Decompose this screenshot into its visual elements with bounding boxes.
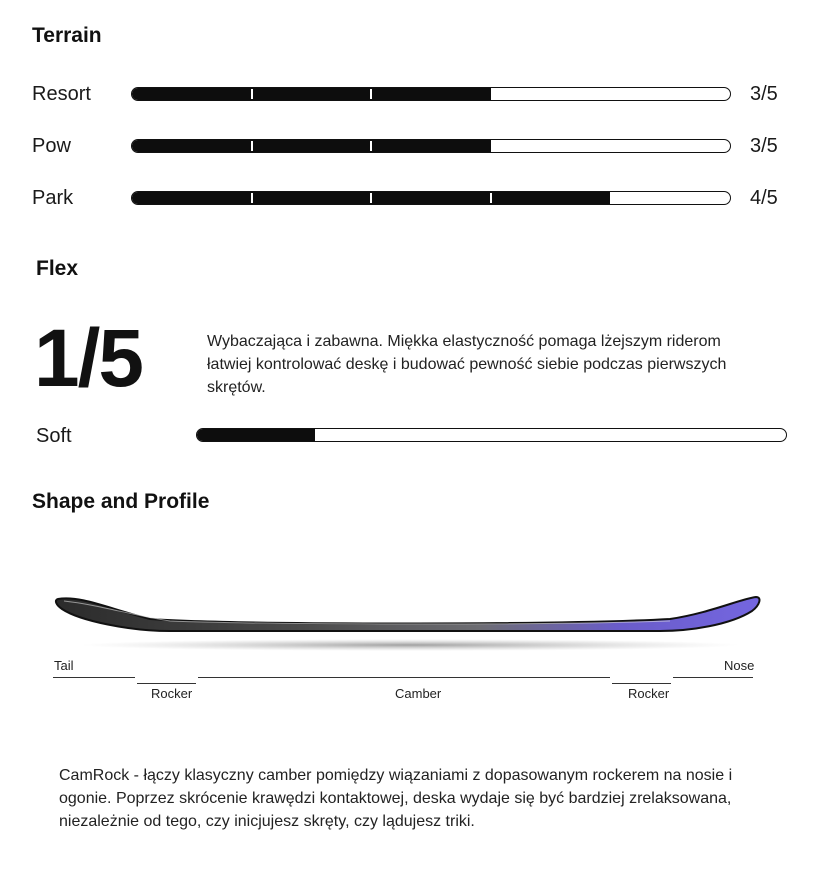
terrain-score: 4/5 (750, 187, 778, 209)
terrain-label: Park (32, 187, 74, 209)
flex-rating-value: 1/5 (34, 313, 142, 404)
terrain-score: 3/5 (750, 135, 778, 157)
snowboard-profile-illustration (40, 585, 780, 660)
terrain-rating-bar (131, 191, 731, 205)
terrain-score: 3/5 (750, 83, 778, 105)
rating-bar-tick (370, 141, 372, 151)
profile-label-nose: Nose (724, 658, 755, 673)
rating-bar-fill (197, 429, 315, 441)
terrain-rating-bar (131, 87, 731, 101)
flex-rating-bar (196, 428, 787, 442)
profile-line-camber (198, 677, 610, 678)
profile-label-tail: Tail (54, 658, 74, 673)
terrain-label: Pow (32, 135, 71, 157)
terrain-rating-bar (131, 139, 731, 153)
flex-description: Wybaczająca i zabawna. Miękka elastyczność pomaga lżejszym riderom łatwiej kontrolować deskę i budować pewność siebie podczas pierwszych skrętów. (207, 333, 727, 396)
profile-label-camber: Camber (395, 686, 442, 701)
profile-label-rocker-left: Rocker (151, 686, 193, 701)
profile-line-nose (673, 677, 753, 678)
rating-bar-tick (251, 193, 253, 203)
terrain-heading: Terrain (32, 24, 102, 47)
shape-heading: Shape and Profile (32, 490, 210, 513)
flex-heading: Flex (36, 257, 79, 280)
flex-scale-label: Soft (36, 425, 72, 447)
rating-bar-fill (132, 88, 491, 100)
rating-bar-tick (251, 89, 253, 99)
rating-bar-tick (370, 193, 372, 203)
rating-bar-tick (251, 141, 253, 151)
rating-bar-fill (132, 140, 491, 152)
profile-line-rocker-right (612, 683, 671, 684)
profile-description: CamRock - łączy klasyczny camber pomiędzy wiązaniami z dopasowanym rockerem na nosie i ogonie. Poprzez skrócenie krawędzi kontaktowej, deska wydaje się być bardziej zrelaksowana, niezależnie od tego, czy inicjujesz skręty, czy lądujesz triki. (59, 767, 733, 830)
rating-bar-tick (490, 193, 492, 203)
profile-line-rocker-left (137, 683, 196, 684)
profile-line-tail (53, 677, 135, 678)
profile-label-rocker-right: Rocker (628, 686, 670, 701)
terrain-label: Resort (32, 83, 91, 105)
rating-bar-tick (370, 89, 372, 99)
